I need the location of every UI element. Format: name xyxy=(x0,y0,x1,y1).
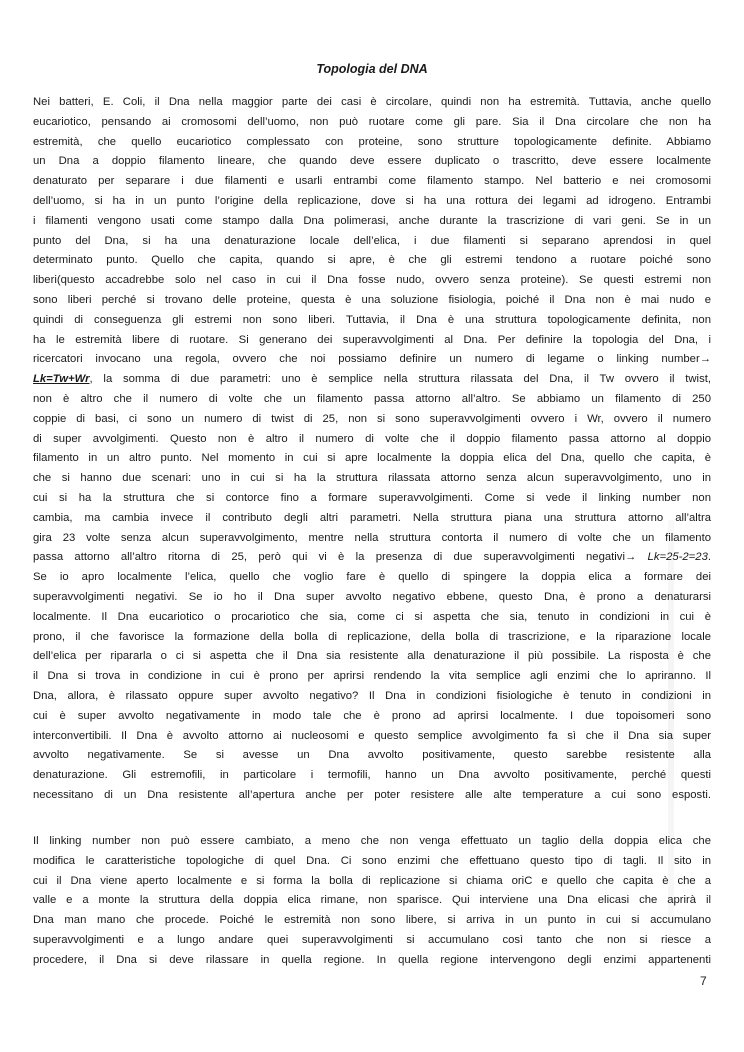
line-text: Se io apro localmente l’elica, quello che voglio fare è quello di spingere la doppia elica a formare dei xyxy=(33,571,711,584)
line-text: necessitano di un Dna resistente all’apertura anche per poter resistere alle alte temperature a cui sono esposti. xyxy=(33,788,711,801)
line-text: dell’uomo, si ha in un punto l’origine della replicazione, dove si ha una rottura dei legami ad idrogeno. Entrambi xyxy=(33,194,711,207)
text-line xyxy=(33,430,711,450)
text-line xyxy=(33,766,711,786)
line-text: estremità, che quello eucariotico complessato con proteine, sono strutture topologicamente definite. Abbiamo xyxy=(33,135,711,148)
text-line xyxy=(33,251,711,271)
text-line xyxy=(33,786,711,806)
text-line xyxy=(33,172,711,192)
text-line xyxy=(33,951,711,971)
line-text: il Dna si trova in condizione in cui è prono per aprirsi rendendo la vita semplice agli enzimi che lo apriranno. Il xyxy=(33,670,711,683)
line-text: avvolto negativamente. Se si avesse un Dna avvolto positivamente, questo sarebbe resistente alla xyxy=(33,749,711,762)
line-text: punto del Dna, si ha una denaturazione locale dell’elica, i due filamenti si separano aprendosi in quel xyxy=(33,234,711,247)
line-text: procedere, il Dna si deve rilassare in quella regione. In quella regione intervengono degli enzimi appartenenti xyxy=(33,953,711,966)
page-number: 7 xyxy=(700,974,707,988)
line-text: sono liberi perché si trovano delle proteine, questa è una soluzione fisiologia, poiché il Dna non è mai nudo e xyxy=(33,293,711,306)
text-line xyxy=(33,931,711,951)
line-text: quindi di conseguenza gli estremi non sono liberi. Tuttavia, il Dna è una struttura topologicamente definita, non xyxy=(33,313,711,326)
text-line xyxy=(33,232,711,252)
text-line xyxy=(33,469,711,489)
text-line xyxy=(33,271,711,291)
line-text: interconvertibili. Il Dna è avvolto attorno ai nucleosomi e questo semplice avvolgimento fa sì che il Dna sia super xyxy=(33,729,711,742)
text-line xyxy=(33,832,711,852)
line-text: dell’elica per ripararla o ci si aspetta che il Dna sia resistente alla denaturazione il più possibile. La risposta è che xyxy=(33,650,711,663)
line-text: Il linking number non può essere cambiato, a meno che non venga effettuato un taglio della doppia elica che xyxy=(33,835,711,847)
text-line xyxy=(33,509,711,529)
text-line xyxy=(33,548,711,568)
text-line xyxy=(33,331,711,351)
line-text: modifica le caratteristiche topologiche di quel Dna. Ci sono enzimi che effettuano questo tipo di tagli. Il sito in xyxy=(33,854,711,867)
line-text: eucariotico, pensando ai cromosomi dell’uomo, non può ruotare come gli pare. Sia il Dna circolare che non ha xyxy=(33,115,711,128)
text-line xyxy=(33,852,711,872)
line-text: un Dna a doppio filamento lineare, che quando deve essere duplicato o trascritto, deve essere localmente xyxy=(33,155,711,168)
line-text: Nei batteri, E. Coli, il Dna nella maggior parte dei casi è circolare, quindi non ha estremità. Tuttavia, anche quello xyxy=(33,96,711,108)
line-text: coppie di basi, ci sono un numero di twist di 25, non si sono superavvolgimenti ovvero i Wr, ovvero il numero xyxy=(33,412,711,425)
line-text: di super avvolgimenti. Questo non è altro il numero di volte che il doppio filamento passa attorno al doppio xyxy=(33,432,711,445)
paragraph-2 xyxy=(33,832,711,971)
line-text: non è altro che il numero di volte che un filamento passa attorno all’altro. Se abbiamo un filamento di 250 xyxy=(33,392,711,405)
line-text: denaturazione. Gli estremofili, in particolare i termofili, hanno un Dna avvolto positivamente, perché questi xyxy=(33,769,711,782)
line-text: passa attorno all’altro ritorna di 25, però qui vi è la presenza di due superavvolgimenti negativi→ xyxy=(33,551,648,564)
text-line xyxy=(33,133,711,153)
line-text: cui è super avvolto negativamente in modo tale che è prono ad aprirsi localmente. I due topoisomeri sono xyxy=(33,709,711,722)
text-line xyxy=(33,410,711,430)
line-text: denaturato per separare i due filamenti e usarli entrambi come filamento stampo. Nel batterio e nei cromosomi xyxy=(33,175,711,188)
text-line xyxy=(33,727,711,747)
formula-example: Lk=25-2=23 xyxy=(647,551,708,564)
text-line xyxy=(33,192,711,212)
formula-linking-number: Lk=Tw+Wr xyxy=(33,373,90,386)
line-text: cui il Dna viene aperto localmente e si forma la bolla di replicazione si chiama oriC e quello che capita è che a xyxy=(33,874,711,887)
line-text: ricercatori invocano una regola, ovvero che noi possiamo definire un numero di legame o linking number→ xyxy=(33,353,711,366)
text-line xyxy=(33,291,711,311)
line-text: prono, il che favorisce la formazione della bolla di replicazione, della bolla di trascrizione, e la riparazione locale xyxy=(33,630,711,643)
line-text: ha le estremità libere di ruotare. Si generano dei superavvolgimenti al Dna. Per definire la topologia del Dna, i xyxy=(33,333,711,346)
text-line xyxy=(33,113,711,133)
line-text: filamento in un altro punto. Nel momento in cui si apre localmente la doppia elica del Dna, quello che capita, è xyxy=(33,452,711,465)
line-text: superavvolgimenti negativi. Se io ho il Dna super avvolto negativo ebbene, questo Dna, è prono a denaturarsi xyxy=(33,590,711,603)
line-text: Dna man mano che procede. Poiché le estremità non sono libere, si arriva in un punto in cui si accumulano xyxy=(33,914,711,927)
text-line xyxy=(33,489,711,509)
text-line xyxy=(33,529,711,549)
text-line xyxy=(33,568,711,588)
text-line xyxy=(33,588,711,608)
text-line xyxy=(33,370,711,390)
text-line xyxy=(33,647,711,667)
text-line xyxy=(33,667,711,687)
line-text: Dna, allora, è rilassato oppure super avvolto negativo? Il Dna in condizioni fisiologiche è tenuto in condizioni in xyxy=(33,689,711,702)
text-line xyxy=(33,311,711,331)
text-line xyxy=(33,152,711,172)
paragraph-1 xyxy=(33,93,711,806)
text-line xyxy=(33,911,711,931)
line-text-end: . xyxy=(707,551,711,564)
text-line xyxy=(33,93,711,113)
text-line xyxy=(33,707,711,727)
text-line xyxy=(33,608,711,628)
line-text: i filamenti vengono usati come stampo dalla Dna polimerasi, anche durante la trascrizione di vari geni. Se in un xyxy=(33,214,711,227)
text-line xyxy=(33,746,711,766)
line-text: gira 23 volte senza alcun superavvolgimento, mentre nella struttura contorta il numero di volte che un filamento xyxy=(33,531,711,544)
text-line xyxy=(33,449,711,469)
text-line xyxy=(33,891,711,911)
line-text: liberi(questo accadrebbe solo nel caso in cui il Dna fosse nudo, ovvero senza proteine). Se questi estremi non xyxy=(33,274,711,287)
line-text: superavvolgimenti e a lungo andare quei superavvolgimenti si accumulano così tanto che non si riesce a xyxy=(33,933,711,946)
text-line xyxy=(33,390,711,410)
text-line xyxy=(33,350,711,370)
line-text: cui si ha la struttura che si contorce fino a formare superavvolgimenti. Come si vede il linking number non xyxy=(33,491,711,504)
text-line xyxy=(33,687,711,707)
line-text: valle e a monte la struttura della doppia elica rimane, non sparisce. Qui interviene una Dna elicasi che aprirà il xyxy=(33,894,711,907)
line-text: , la somma di due parametri: uno è semplice nella struttura rilassata del Dna, il Tw ovvero il twist, xyxy=(89,373,711,386)
line-text: cambia, ma cambia invece il contributo degli altri parametri. Nella struttura piana una struttura attorno all’altra xyxy=(33,511,711,524)
page-title: Topologia del DNA xyxy=(316,62,428,76)
line-text: determinato punto. Quello che capita, quando si apre, è che gli estremi tendono a ruotare poiché sono xyxy=(33,254,711,267)
line-text: localmente. Il Dna eucariotico o procariotico che sia, come ci si aspetta che sia, tenuto in condizioni in cui è xyxy=(33,610,711,623)
text-line xyxy=(33,872,711,892)
text-line xyxy=(33,212,711,232)
line-text: che si hanno due scenari: uno in cui si ha la struttura rilassata attorno senza alcun superavvolgimento, uno in xyxy=(33,472,711,485)
text-line xyxy=(33,628,711,648)
